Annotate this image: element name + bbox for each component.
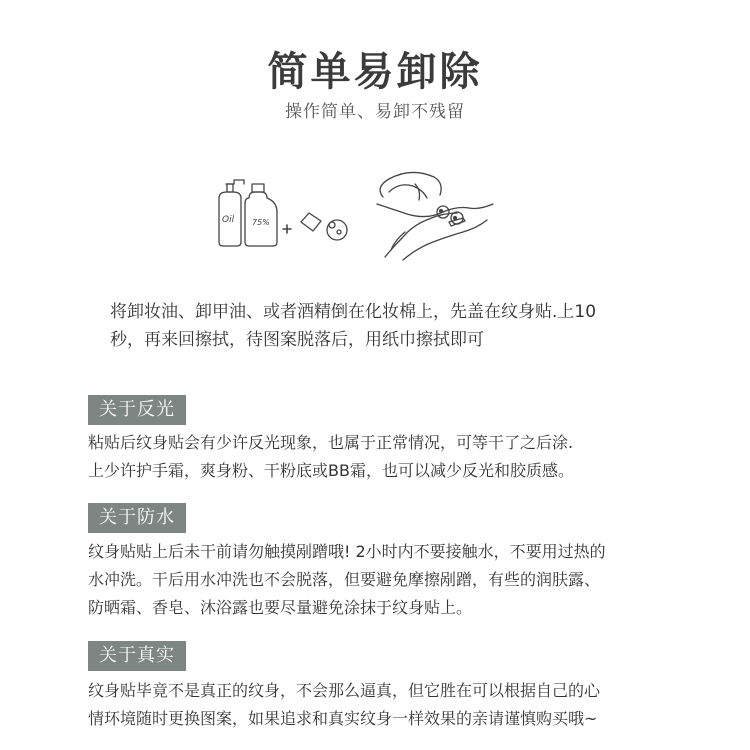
oil-bottle-label: Oil [222, 215, 235, 225]
section-line: 纹身贴贴上后未干前请勿触摸剐蹭哦! 2小时内不要接触水，不要用过热的 [88, 542, 606, 561]
section-line: 防晒霜、香皂、沐浴露也要尽量避免涂抹于纹身贴上。 [88, 598, 473, 617]
page-title: 简单易卸除 [267, 49, 483, 95]
section-label-realism: 关于真实 [88, 641, 186, 671]
cotton-pad-icon [301, 213, 347, 240]
hand-wiping-icon [377, 172, 493, 260]
removal-illustration [205, 162, 505, 267]
section-text-reflection [88, 429, 688, 485]
section-label-waterproof: 关于防水 [88, 503, 186, 533]
intro-line: 秒，再来回擦拭，待图案脱落后，用纸巾擦拭即可 [110, 330, 484, 350]
section-line: 情环境随时更换图案，如果追求和真实纹身一样效果的亲请谨慎购买哦~ [88, 709, 598, 728]
oil-bottle-icon [219, 180, 244, 246]
section-line: 水冲洗。干后用水冲洗也不会脱落，但要避免摩擦剐蹭，有些的润肤露、 [88, 570, 601, 589]
intro-line: 将卸妆油、卸甲油、或者酒精倒在化妆棉上，先盖在纹身贴.上10 [110, 302, 597, 322]
section-text-waterproof [88, 538, 688, 622]
page-subtitle: 操作简单、易卸不残留 [285, 102, 465, 122]
plus-icon [283, 225, 291, 233]
section-label-reflection: 关于反光 [88, 395, 186, 425]
section-line: 纹身贴毕竟不是真正的纹身，不会那么逼真，但它胜在可以根据自己的心 [88, 681, 601, 700]
alcohol-bottle-icon [245, 184, 277, 246]
alcohol-bottle-label: 75% [252, 218, 270, 227]
section-text-realism [88, 677, 688, 733]
intro-text [110, 298, 650, 354]
section-line: 上少许护手霜，爽身粉、干粉底或BB霜，也可以减少反光和胶质感。 [88, 461, 574, 480]
section-line: 粘贴后纹身贴会有少许反光现象，也属于正常情况，可等干了之后涂. [88, 433, 574, 452]
